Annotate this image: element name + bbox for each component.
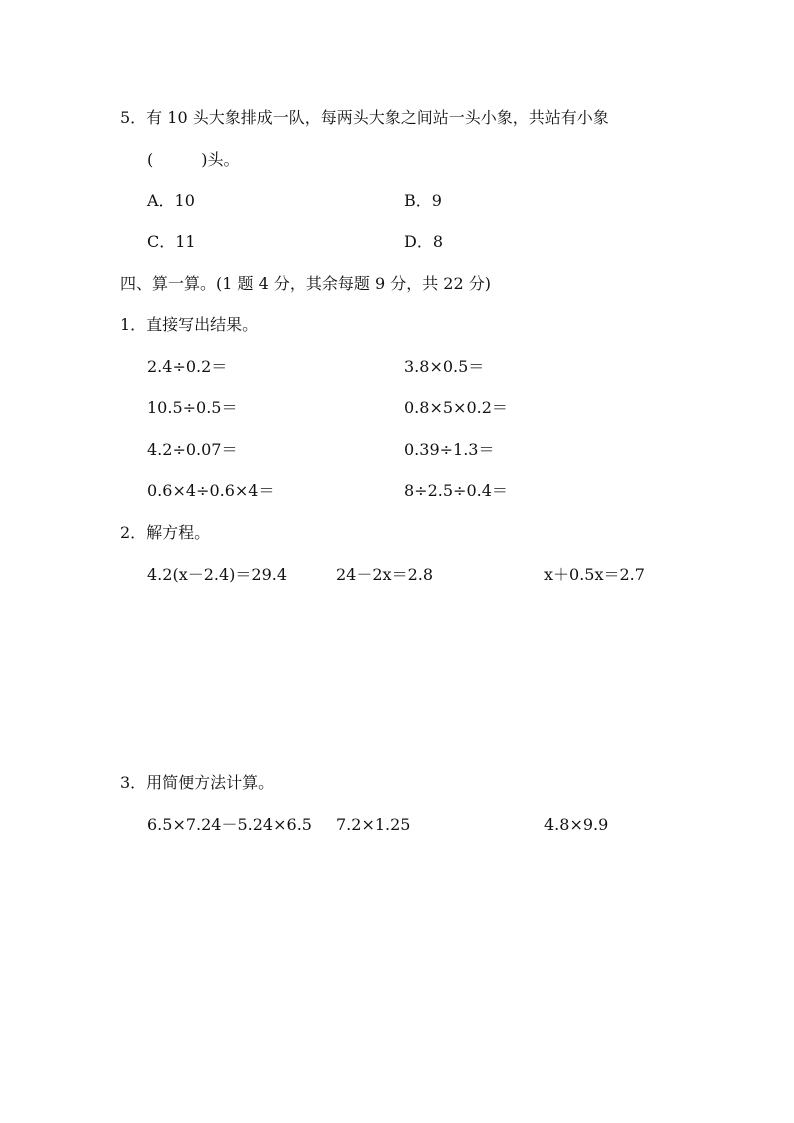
calc-item: 0.8×5×0.2＝ <box>404 398 508 417</box>
question-5-blank: ( )头。 <box>147 150 240 169</box>
calc-item: 2.4÷0.2＝ <box>147 357 228 376</box>
option-c: C．11 <box>147 232 196 251</box>
calc-item: 8÷2.5÷0.4＝ <box>404 481 508 500</box>
calc-item: 0.6×4÷0.6×4＝ <box>147 481 275 500</box>
equation: x＋0.5x＝2.7 <box>544 565 645 584</box>
option-d: D．8 <box>404 232 444 251</box>
simplify-item: 4.8×9.9 <box>544 815 609 834</box>
calc-item: 10.5÷0.5＝ <box>147 398 238 417</box>
equation: 4.2(x－2.4)＝29.4 <box>147 565 288 584</box>
question-5-text: 5．有 10 头大象排成一队，每两头大象之间站一头小象，共站有小象 <box>120 108 609 127</box>
calc-item: 4.2÷0.07＝ <box>147 440 238 459</box>
equation: 24－2x＝2.8 <box>336 565 434 584</box>
option-a: A．10 <box>147 191 195 210</box>
problem-3-title: 3．用简便方法计算。 <box>120 773 275 792</box>
problem-2-title: 2．解方程。 <box>120 523 211 542</box>
section-4-title: 四、算一算。(1 题 4 分，其余每题 9 分，共 22 分) <box>120 274 491 293</box>
calc-item: 0.39÷1.3＝ <box>404 440 495 459</box>
calc-item: 3.8×0.5＝ <box>404 357 485 376</box>
problem-1-title: 1．直接写出结果。 <box>120 315 259 334</box>
simplify-item: 7.2×1.25 <box>336 815 411 834</box>
option-b: B．9 <box>404 191 442 210</box>
simplify-item: 6.5×7.24－5.24×6.5 <box>147 815 312 834</box>
